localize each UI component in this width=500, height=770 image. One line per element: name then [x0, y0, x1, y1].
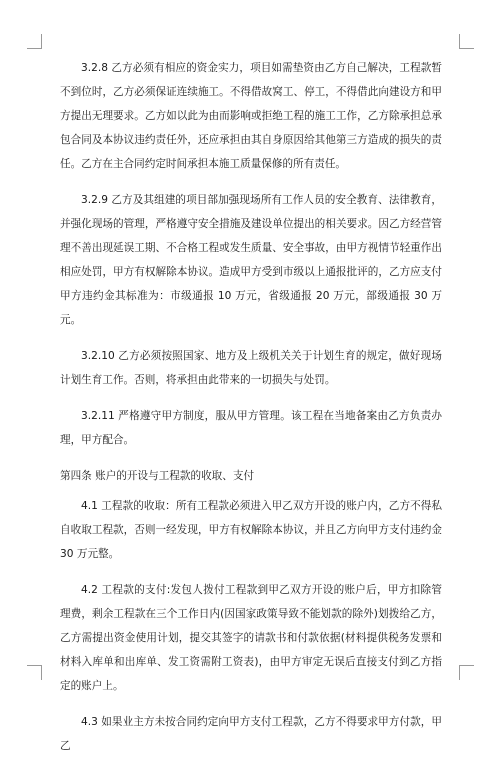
clause-4-3: 4.3 如果业主方未按合同约定向甲方支付工程款，乙方不得要求甲方付款，甲乙 [60, 716, 442, 752]
crop-mark-bottom-left [27, 665, 42, 680]
crop-mark-top-right [459, 34, 474, 49]
crop-mark-top-left [27, 34, 42, 49]
document-body [60, 56, 442, 770]
clause-4-1: 4.1 工程款的收取：所有工程款必须进入甲乙双方开设的账户内，乙方不得私自收取工程款，否则一经发现，甲方有权解除本协议，并且乙方向甲方支付违约金 30 万元整。 [60, 500, 442, 560]
clause-3-2-9: 3.2.9 乙方及其组建的项目部加强现场所有工作人员的安全教育、法律教育，并强化现场的管理，严格遵守安全措施及建设单位提出的相关要求。因乙方经营管理不善出现延误工期、不合格工程或发生质量、安全事故，由甲方视情节轻重作出相应处罚，甲方有权解除本协议。造成甲方受到市级以上通报批评的，乙方应支付甲方违约金其标准为：市级通报 10 万元，省级通报 20 万元，部级通报 30 万元。 [60, 194, 442, 326]
clause-3-2-11: 3.2.11 严格遵守甲方制度，服从甲方管理。该工程在当地备案由乙方负责办理，甲方配合。 [60, 410, 442, 446]
article-4-heading: 第四条 账户的开设与工程款的收取、支付 [60, 470, 255, 482]
crop-mark-bottom-right [459, 665, 474, 680]
clause-3-2-10: 3.2.10 乙方必须按照国家、地方及上级机关关于计划生育的规定，做好现场计划生育工作。否则，将承担由此带来的一切损失与处罚。 [60, 350, 442, 386]
clause-3-2-8: 3.2.8 乙方必须有相应的资金实力，项目如需垫资由乙方自己解决，工程款暂不到位时，乙方必须保证连续施工。不得借故窝工、停工，不得借此向建设方和甲方提出无理要求。乙方如以此为由而影响或拒绝工程的施工工作，乙方除承担总承包合同及本协议违约责任外，还应承担由其自身原因给其他第三方造成的损失的责任。乙方在主合同约定时间承担本施工质量保修的所有责任。 [60, 62, 442, 170]
clause-4-2: 4.2 工程款的支付:发包人拨付工程款到甲乙双方开设的账户后，甲方扣除管理费，剩余工程款在三个工作日内(因国家政策导致不能划款的除外)划拨给乙方，乙方需提出资金使用计划，提交其签字的请款书和付款依据(材料提供税务发票和材料入库单和出库单、发工资需附工资表)，由甲方审定无误后直接支付到乙方指定的账户上。 [60, 584, 442, 692]
